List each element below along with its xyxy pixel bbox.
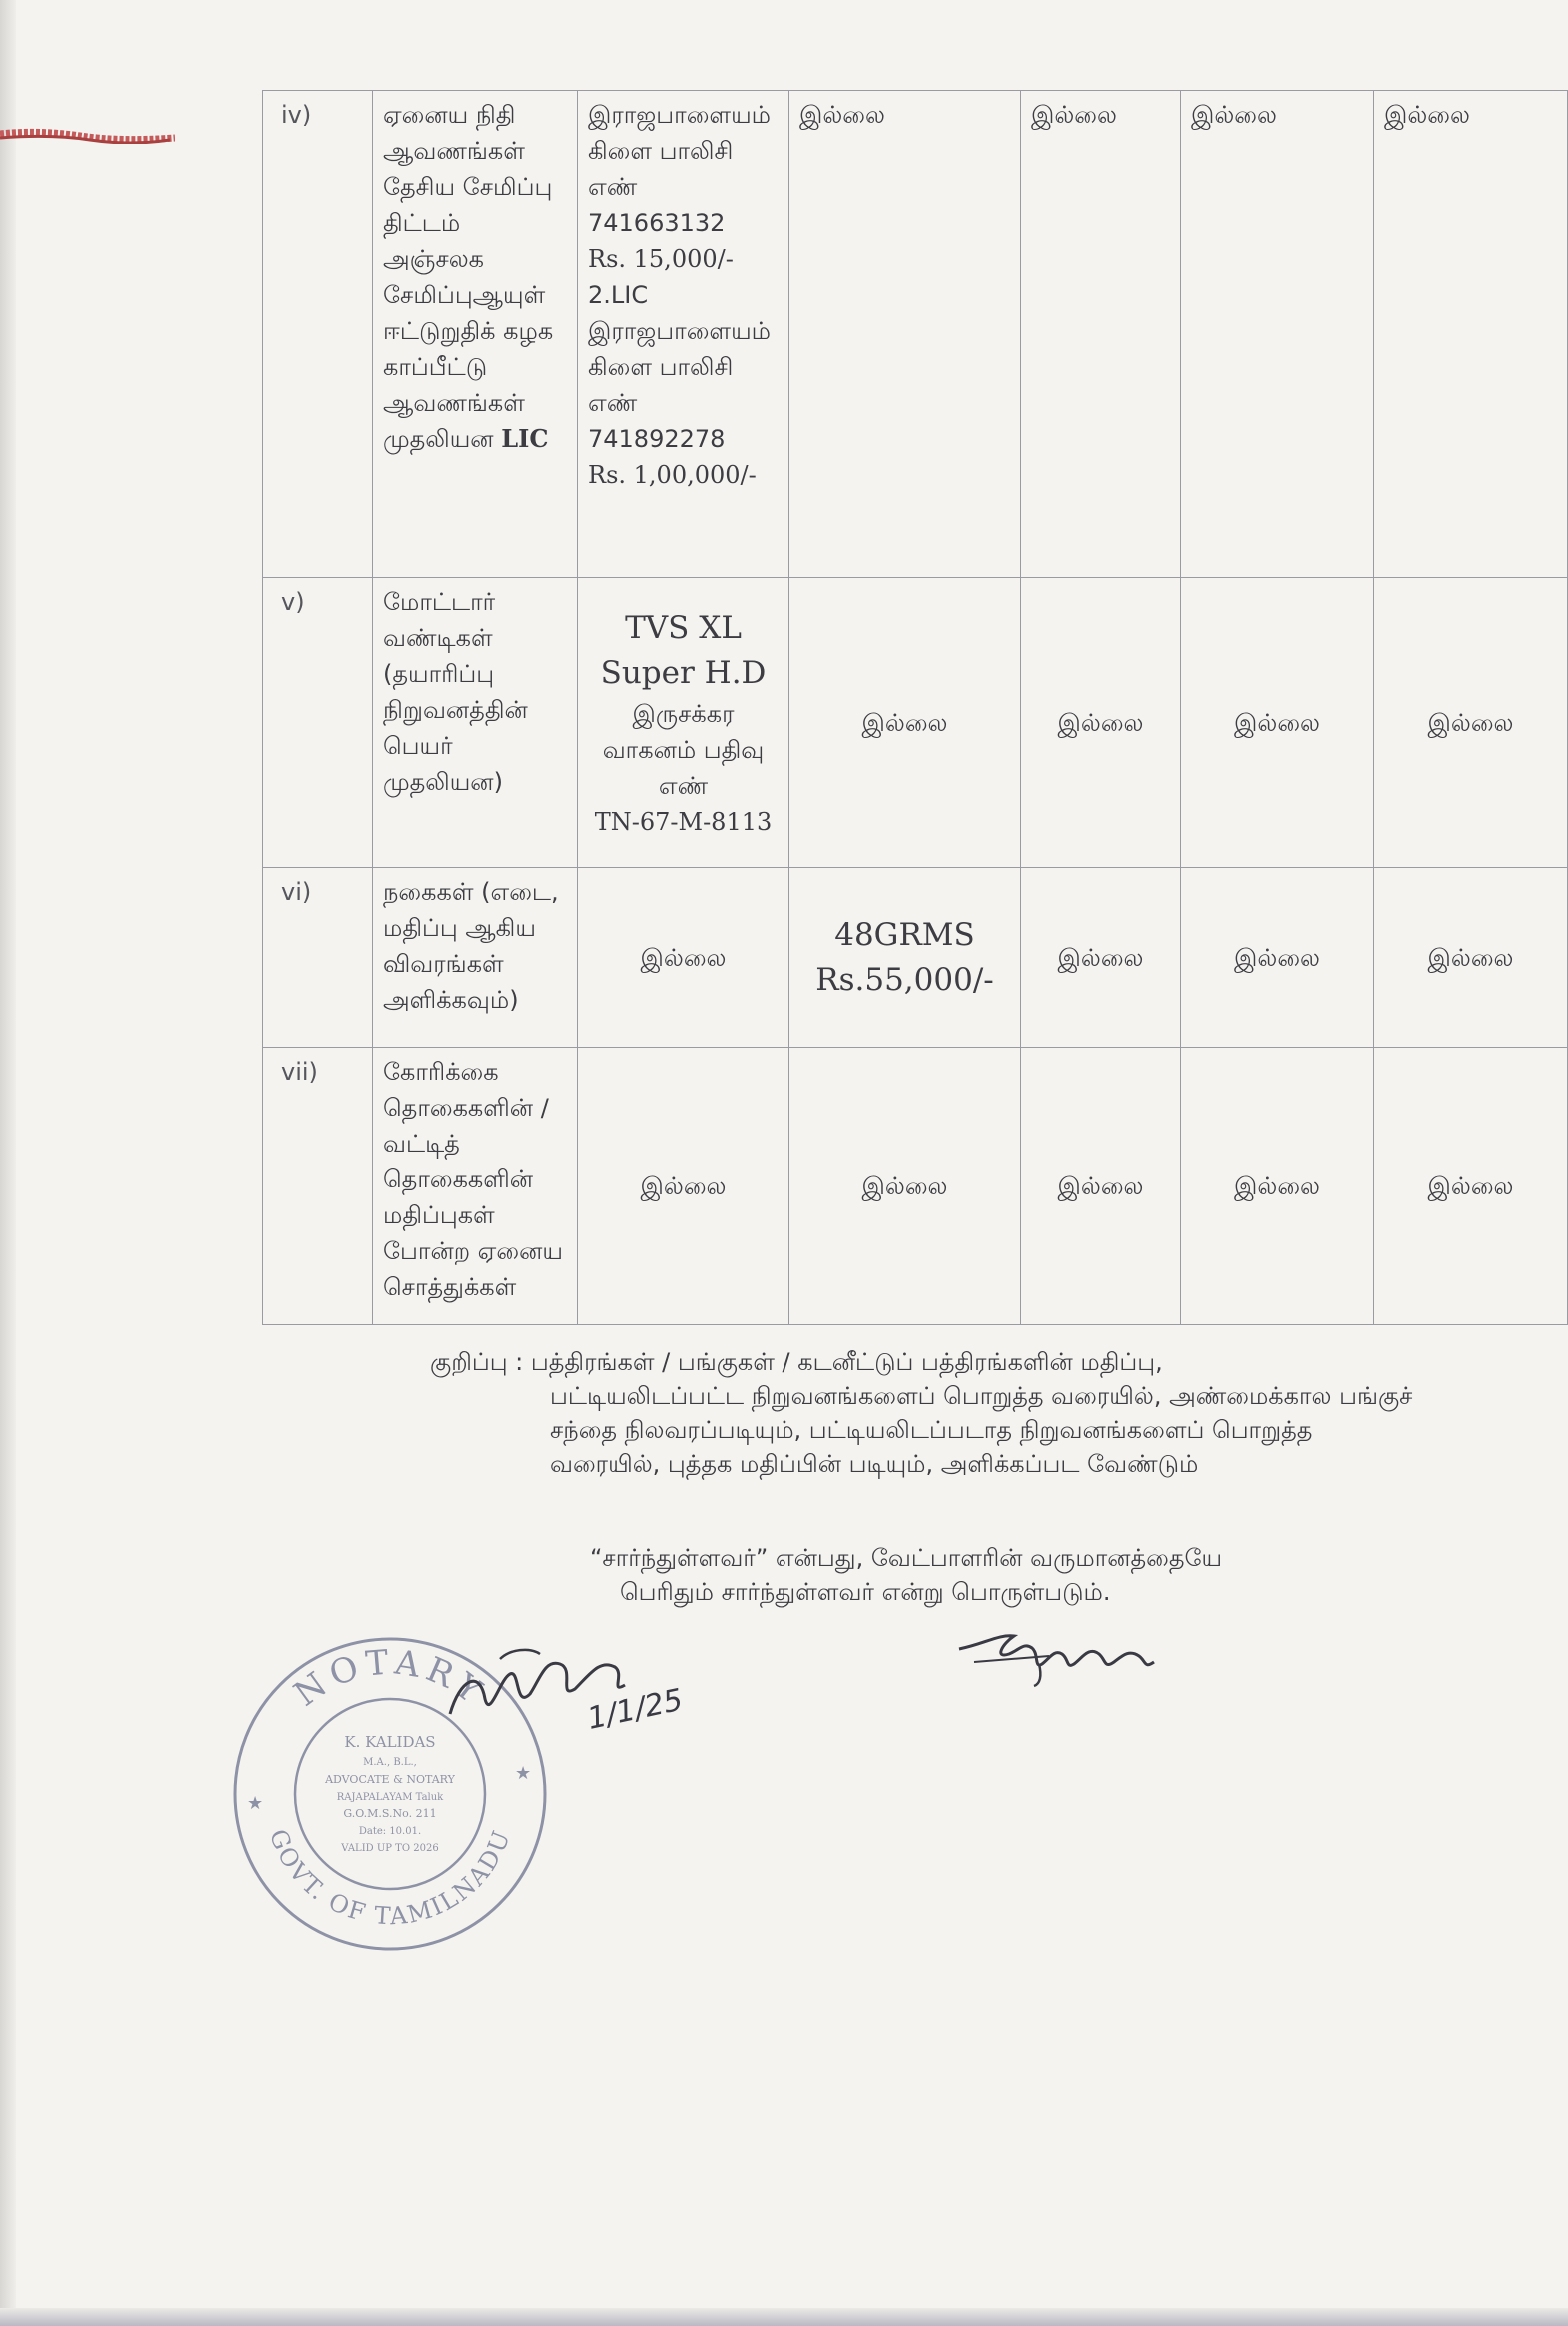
assets-table <box>262 90 1568 1325</box>
svg-text:ADVOCATE & NOTARY: ADVOCATE & NOTARY <box>325 1773 455 1786</box>
svg-text:K. KALIDAS: K. KALIDAS <box>344 1733 436 1751</box>
jewellery-value: 48GRMS Rs.55,000/- <box>789 868 1021 1048</box>
cell-value: இல்லை <box>1021 91 1181 578</box>
asset-description: கோரிக்கை தொகைகளின் / வட்டித் தொகைகளின் மதிப்புகள் போன்ற ஏனைய சொத்துக்கள் <box>373 1048 578 1325</box>
svg-text:NOTARY: NOTARY <box>287 1642 494 1715</box>
cell-value: இல்லை <box>1181 91 1374 578</box>
cell-value: இல்லை <box>789 578 1021 868</box>
cell-value: இல்லை <box>1181 1048 1374 1325</box>
svg-text:1/1/25: 1/1/25 <box>584 1682 687 1737</box>
table-row <box>263 868 1568 1048</box>
cell-value: இல்லை <box>1374 578 1568 868</box>
table-row <box>263 91 1568 578</box>
note-text: பட்டியலிடப்பட்ட நிறுவனங்களைப் பொறுத்த வரையில், அண்மைக்கால பங்குச் சந்தை நிலவரப்படியும், பட்டியலிடப்படாத நிறுவனங்களைப் பொறுத்த வரையில், புத்தக மதிப்பின் படியும், அளிக்கப்பட வேண்டும் <box>550 1382 1413 1478</box>
cell-value: இல்லை <box>1021 578 1181 868</box>
definition-line: பெரிதும் சார்ந்துள்ளவர் என்று பொருள்படும். <box>620 1578 1111 1606</box>
cell-value: இல்லை <box>1181 578 1374 868</box>
cell-value: இல்லை <box>578 1048 789 1325</box>
row-number: vii) <box>263 1048 373 1325</box>
cell-value: இல்லை <box>1374 868 1568 1048</box>
definition-paragraph <box>590 1541 1419 1609</box>
svg-text:GOVT. OF TAMILNADU: GOVT. OF TAMILNADU <box>263 1825 517 1931</box>
cell-value: இல்லை <box>789 1048 1021 1325</box>
cell-value: இல்லை <box>1021 868 1181 1048</box>
cell-value: இல்லை <box>578 868 789 1048</box>
asset-details: இராஜபாளையம் கிளை பாலிசி எண் 741663132 Rs. 15,000/- 2.LIC இராஜபாளையம் கிளை பாலிசி எண் 741892278 Rs. 1,00,000/- <box>578 91 789 578</box>
svg-text:★: ★ <box>515 1763 532 1784</box>
note-line: பத்திரங்கள் / பங்குகள் / கடனீட்டுப் பத்திரங்களின் மதிப்பு, <box>530 1348 1163 1376</box>
row-number: v) <box>263 578 373 868</box>
binding-thread <box>0 128 175 144</box>
asset-description: நகைகள் (எடை, மதிப்பு ஆகிய விவரங்கள் அளிக்கவும்) <box>373 868 578 1048</box>
candidate-signature <box>954 1614 1159 1689</box>
svg-text:RAJAPALAYAM Taluk: RAJAPALAYAM Taluk <box>336 1792 444 1803</box>
table-row <box>263 578 1568 868</box>
cell-value: இல்லை <box>1021 1048 1181 1325</box>
asset-description: மோட்டார் வண்டிகள் (தயாரிப்பு நிறுவனத்தின் பெயர் முதலியன) <box>373 578 578 868</box>
cell-value: இல்லை <box>1374 1048 1568 1325</box>
cell-value: இல்லை <box>1374 91 1568 578</box>
asset-description: ஏனைய நிதி ஆவணங்கள் தேசிய சேமிப்பு திட்டம் அஞ்சலக சேமிப்புஆயுள் ஈட்டுறுதிக் கழக காப்பீட்டு ஆவணங்கள் முதலியன LIC <box>373 91 578 578</box>
definition-line: “சார்ந்துள்ளவர்” என்பது, வேட்பாளரின் வருமானத்தையே <box>590 1544 1223 1572</box>
svg-text:VALID UP TO 2026: VALID UP TO 2026 <box>341 1843 439 1854</box>
svg-text:Date: 10.01.: Date: 10.01. <box>358 1826 422 1837</box>
notary-signature <box>440 1619 710 1739</box>
note-paragraph <box>430 1345 1429 1481</box>
table-row <box>263 1048 1568 1325</box>
page-left-edge <box>0 0 16 2326</box>
cell-value: இல்லை <box>789 91 1021 578</box>
page-bottom-edge <box>0 2308 1568 2326</box>
cell-value: இல்லை <box>1181 868 1374 1048</box>
asset-details: TVS XL Super H.D இருசக்கர வாகனம் பதிவு எண் TN-67-M-8113 <box>578 578 789 868</box>
svg-text:G.O.M.S.No. 211: G.O.M.S.No. 211 <box>343 1807 437 1820</box>
svg-text:★: ★ <box>247 1793 264 1814</box>
note-label: குறிப்பு : <box>430 1348 524 1376</box>
row-number: vi) <box>263 868 373 1048</box>
row-number: iv) <box>263 91 373 578</box>
svg-text:M.A., B.L.,: M.A., B.L., <box>363 1757 417 1768</box>
